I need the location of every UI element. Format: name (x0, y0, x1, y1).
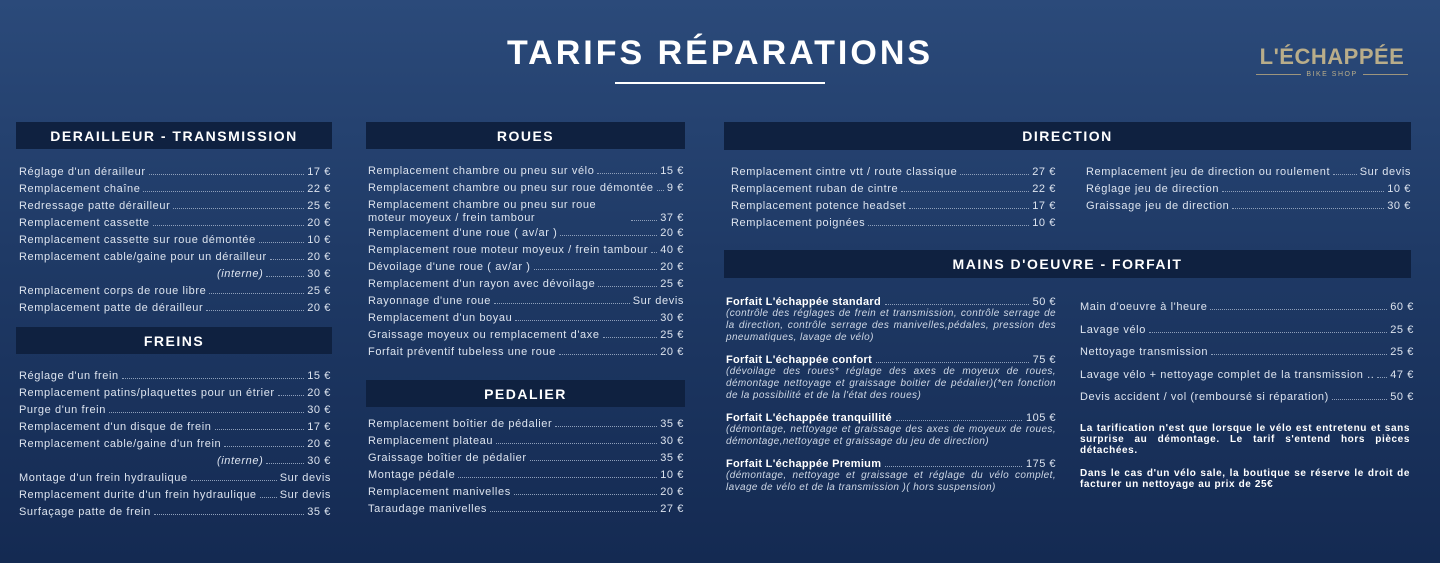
price-value: 15 € (660, 165, 684, 177)
price-value: Sur devis (1359, 166, 1411, 178)
price-value: 35 € (660, 452, 684, 464)
price-label: Taraudage manivelles (368, 503, 488, 515)
forfait-label: Forfait L'échappée tranquillité (726, 412, 892, 424)
price-label: Redressage patte dérailleur (19, 200, 171, 212)
list-pedalier (368, 416, 684, 518)
price-label: Remplacement potence headset (731, 200, 907, 212)
dot-leader (876, 362, 1028, 363)
price-row (368, 433, 684, 450)
list-freins (19, 368, 331, 521)
price-value: 27 € (1032, 166, 1056, 178)
price-value: 20 € (307, 438, 331, 450)
price-row (19, 283, 331, 300)
price-row (19, 504, 331, 521)
price-value: 10 € (307, 234, 331, 246)
dot-leader (173, 208, 304, 209)
price-label: Remplacement plateau (368, 435, 494, 447)
price-value: 17 € (307, 421, 331, 433)
section-header-derailleur: DERAILLEUR - TRANSMISSION (16, 122, 332, 149)
price-value: 30 € (307, 404, 331, 416)
dot-leader (143, 191, 304, 192)
price-label: Purge d'un frein (19, 404, 106, 416)
section-header-freins: FREINS (16, 327, 332, 354)
logo-subline (1256, 71, 1408, 78)
price-value: 10 € (660, 469, 684, 481)
dot-leader (1149, 332, 1387, 333)
price-label: Remplacement jeu de direction ou roulement (1086, 166, 1331, 178)
forfait-list (726, 296, 1056, 504)
dot-leader (603, 337, 658, 338)
price-label: Remplacement cintre vtt / route classique (731, 166, 958, 178)
forfait-head (726, 354, 1056, 366)
price-label: Remplacement chambre ou pneu sur vélo (368, 165, 595, 177)
price-label: Graissage boîtier de pédalier (368, 452, 527, 464)
dot-leader (560, 235, 657, 236)
list-derailleur (19, 164, 331, 317)
price-row (19, 181, 331, 198)
price-row (368, 293, 684, 310)
price-row (731, 198, 1056, 215)
price-row (368, 310, 684, 327)
price-row (368, 180, 684, 197)
forfait-label: Forfait L'échappée Premium (726, 458, 882, 470)
list-direction-left (731, 164, 1056, 232)
dot-leader (515, 320, 657, 321)
price-label: Remplacement patte de dérailleur (19, 302, 204, 314)
price-value: 20 € (660, 346, 684, 358)
price-label: Remplacement cassette (19, 217, 150, 229)
logo-rule-right (1363, 74, 1408, 75)
dot-leader (191, 480, 277, 481)
dot-leader (266, 276, 304, 277)
price-label: Lavage vélo + nettoyage complet de la transmission .. (1080, 368, 1375, 381)
price-row (19, 368, 331, 385)
price-row (1080, 364, 1414, 387)
forfait-label: Forfait L'échappée standard (726, 296, 881, 308)
price-label: Remplacement chambre ou pneu sur roue démontée (368, 182, 654, 194)
price-row (19, 419, 331, 436)
price-row (19, 249, 331, 266)
dot-leader (122, 378, 304, 379)
price-row (368, 242, 684, 259)
dot-leader (598, 286, 657, 287)
price-label: Remplacement cable/gaine d'un frein (19, 438, 222, 450)
price-label: Montage d'un frein hydraulique (19, 472, 188, 484)
price-value: 20 € (660, 261, 684, 273)
price-value: 22 € (1032, 183, 1056, 195)
price-value: 10 € (1387, 183, 1411, 195)
list-roues (368, 163, 684, 361)
title-underline (615, 82, 825, 84)
price-label: Dévoilage d'une roue ( av/ar ) (368, 261, 531, 273)
price-value: 17 € (307, 166, 331, 178)
price-row (19, 385, 331, 402)
price-value: 20 € (307, 217, 331, 229)
dot-leader (1333, 174, 1357, 175)
price-label: Graissage moyeux ou remplacement d'axe (368, 329, 600, 341)
price-value: 30 € (307, 268, 331, 280)
price-value: Sur devis (279, 472, 331, 484)
dot-leader (534, 269, 658, 270)
price-label: Remplacement d'un rayon avec dévoilage (368, 278, 596, 290)
dot-leader (1222, 191, 1384, 192)
list-mains-oeuvre (1080, 296, 1414, 409)
price-value: 25 € (307, 200, 331, 212)
price-label: Remplacement boîtier de pédalier (368, 418, 553, 430)
price-label: Remplacement durite d'un frein hydraulique (19, 489, 257, 501)
price-row (19, 402, 331, 419)
price-value: 37 € (660, 212, 684, 224)
price-value: 17 € (1032, 200, 1056, 212)
dot-leader (458, 477, 657, 478)
price-label: Réglage jeu de direction (1086, 183, 1220, 195)
price-value: 20 € (307, 251, 331, 263)
forfait-item (726, 354, 1056, 402)
price-value: 25 € (660, 329, 684, 341)
price-label: (interne) (217, 268, 264, 280)
price-label: Lavage vélo (1080, 323, 1146, 336)
forfait-head (726, 412, 1056, 424)
price-value: 25 € (1390, 323, 1414, 336)
price-label: Nettoyage transmission (1080, 346, 1209, 358)
price-label: Main d'oeuvre à l'heure (1080, 301, 1208, 313)
forfait-item (726, 296, 1056, 344)
price-value: 50 € (1390, 391, 1414, 403)
dot-leader (1232, 208, 1384, 209)
price-label: Surfaçage patte de frein (19, 506, 151, 518)
dot-leader (149, 174, 305, 175)
dot-leader (885, 304, 1029, 305)
price-value: 47 € (1390, 368, 1414, 381)
forfait-price: 175 € (1025, 458, 1056, 470)
price-value: 30 € (660, 435, 684, 447)
dot-leader (209, 293, 304, 294)
price-value: 27 € (660, 503, 684, 515)
price-row (368, 344, 684, 361)
price-value: 15 € (307, 370, 331, 382)
price-row (368, 163, 684, 180)
price-row (19, 198, 331, 215)
price-row (731, 181, 1056, 198)
price-label: Remplacement roue moteur moyeux / frein tambour (368, 244, 649, 256)
dot-leader (266, 463, 304, 464)
dot-leader (559, 354, 657, 355)
price-row (19, 232, 331, 249)
price-label: Réglage d'un dérailleur (19, 166, 146, 178)
dot-leader (278, 395, 305, 396)
price-row (1086, 181, 1411, 198)
price-label: Devis accident / vol (remboursé si réparation) (1080, 391, 1329, 403)
note-nettoyage: Dans le cas d'un vélo sale, la boutique se réserve le droit de facturer un nettoyage au prix de 25€ (1080, 468, 1410, 490)
forfait-description: (démontage, nettoyage et graissage des axes de moyeux de roues, démontage,nettoyage et graissage du jeu de direction) (726, 424, 1056, 447)
dot-leader (1210, 309, 1387, 310)
price-row (1080, 319, 1414, 342)
price-row (368, 484, 684, 501)
price-label: Remplacement d'une roue ( av/ar ) (368, 227, 558, 239)
dot-leader (224, 446, 304, 447)
price-row (1086, 198, 1411, 215)
dot-leader (530, 460, 658, 461)
dot-leader (215, 429, 305, 430)
dot-leader (109, 412, 304, 413)
dot-leader (206, 310, 304, 311)
price-label: (interne) (217, 455, 264, 467)
section-header-mains-oeuvre: MAINS D'OEUVRE - FORFAIT (724, 250, 1411, 278)
price-row (19, 453, 331, 470)
price-label: Remplacement d'un disque de frein (19, 421, 212, 433)
dot-leader (260, 497, 277, 498)
dot-leader (901, 191, 1029, 192)
dot-leader (514, 494, 657, 495)
price-label: Remplacement chambre ou pneu sur roue moteur moyeux / frein tambour (368, 199, 597, 224)
dot-leader (896, 420, 1022, 421)
forfait-label: Forfait L'échappée confort (726, 354, 873, 366)
dot-leader (154, 514, 304, 515)
price-row (1080, 296, 1414, 319)
price-value: 22 € (307, 183, 331, 195)
dot-leader (555, 426, 657, 427)
price-value: 35 € (307, 506, 331, 518)
forfait-description: (dévoilage des roues* réglage des axes de moyeux de roues, démontage nettoyage et graissage boitier de pédalier)(*en fonction de la possibilité et de la l'état des roues) (726, 366, 1056, 401)
price-value: 20 € (307, 302, 331, 314)
price-row (368, 276, 684, 293)
logo-sub: BIKE SHOP (1306, 71, 1358, 78)
logo-rule-left (1256, 74, 1301, 75)
dot-leader (651, 252, 657, 253)
dot-leader (153, 225, 305, 226)
price-label: Remplacement manivelles (368, 486, 511, 498)
price-value: 30 € (660, 312, 684, 324)
price-value: 60 € (1390, 301, 1414, 313)
price-value: 25 € (660, 278, 684, 290)
forfait-head (726, 296, 1056, 308)
dot-leader (657, 190, 664, 191)
dot-leader (270, 259, 304, 260)
price-row (19, 215, 331, 232)
logo-name: L'ÉCHAPPÉE (1259, 44, 1405, 69)
price-value: Sur devis (632, 295, 684, 307)
price-value: 25 € (307, 285, 331, 297)
price-label: Remplacement cassette sur roue démontée (19, 234, 256, 246)
price-value: 25 € (1390, 346, 1414, 358)
price-row (19, 436, 331, 453)
price-row (19, 470, 331, 487)
price-value: 35 € (660, 418, 684, 430)
price-label: Montage pédale (368, 469, 456, 481)
price-row (368, 327, 684, 344)
dot-leader (868, 225, 1029, 226)
price-row (368, 467, 684, 484)
price-value: 9 € (666, 182, 684, 194)
price-label: Graissage jeu de direction (1086, 200, 1230, 212)
price-row (731, 215, 1056, 232)
dot-leader (631, 220, 657, 221)
price-value: 30 € (1387, 200, 1411, 212)
dot-leader (490, 511, 657, 512)
price-row (19, 300, 331, 317)
price-label: Réglage d'un frein (19, 370, 119, 382)
price-row (731, 164, 1056, 181)
price-value: 10 € (1032, 217, 1056, 229)
price-row (19, 266, 331, 283)
price-value: 20 € (660, 486, 684, 498)
price-value: Sur devis (279, 489, 331, 501)
price-label: Forfait préventif tubeless une roue (368, 346, 556, 358)
price-row (19, 164, 331, 181)
shop-logo (1256, 44, 1408, 78)
price-row (19, 487, 331, 504)
price-row (368, 416, 684, 433)
dot-leader (1377, 377, 1387, 378)
dot-leader (1211, 354, 1387, 355)
price-label: Remplacement poignées (731, 217, 866, 229)
price-row (368, 197, 684, 225)
dot-leader (885, 466, 1022, 467)
dot-leader (960, 174, 1029, 175)
dot-leader (1332, 399, 1387, 400)
price-row (368, 225, 684, 242)
price-label: Remplacement d'un boyau (368, 312, 513, 324)
price-row (1080, 386, 1414, 409)
price-row (368, 501, 684, 518)
forfait-item (726, 412, 1056, 448)
price-value: 40 € (660, 244, 684, 256)
price-value: 20 € (660, 227, 684, 239)
forfait-price: 105 € (1025, 412, 1056, 424)
dot-leader (597, 173, 657, 174)
price-label: Remplacement cable/gaine pour un dérailleur (19, 251, 267, 263)
section-header-pedalier: PEDALIER (366, 380, 685, 407)
dot-leader (496, 443, 657, 444)
dot-leader (909, 208, 1029, 209)
price-label: Remplacement ruban de cintre (731, 183, 899, 195)
price-label: Remplacement corps de roue libre (19, 285, 207, 297)
price-row (368, 259, 684, 276)
price-row (368, 450, 684, 467)
price-row (1086, 164, 1411, 181)
forfait-head (726, 458, 1056, 470)
forfait-price: 75 € (1032, 354, 1056, 366)
section-header-roues: ROUES (366, 122, 685, 149)
section-header-direction: DIRECTION (724, 122, 1411, 150)
dot-leader (494, 303, 630, 304)
price-row (1080, 341, 1414, 364)
price-label: Rayonnage d'une roue (368, 295, 491, 307)
forfait-description: (contrôle des réglages de frein et transmission, contrôle serrage de la direction, contrôle serrage des manivelles,pédales, pression des pneumatiques, lavage de vélo) (726, 308, 1056, 343)
forfait-price: 50 € (1032, 296, 1056, 308)
price-label: Remplacement patins/plaquettes pour un étrier (19, 387, 275, 399)
price-value: 20 € (307, 387, 331, 399)
price-label: Remplacement chaîne (19, 183, 141, 195)
dot-leader (259, 242, 304, 243)
page-title: TARIFS RÉPARATIONS (506, 34, 934, 72)
forfait-item (726, 458, 1056, 494)
note-tarification: La tarification n'est que lorsque le vélo est entretenu et sans surprise au démontage. Le tarif s'entend hors pièces détachées. (1080, 423, 1410, 456)
forfait-description: (démontage, nettoyage et graissage et réglage du vélo complet, lavage de vélo et de la transmission )( hors suspension) (726, 470, 1056, 493)
list-direction-right (1086, 164, 1411, 215)
price-value: 30 € (307, 455, 331, 467)
